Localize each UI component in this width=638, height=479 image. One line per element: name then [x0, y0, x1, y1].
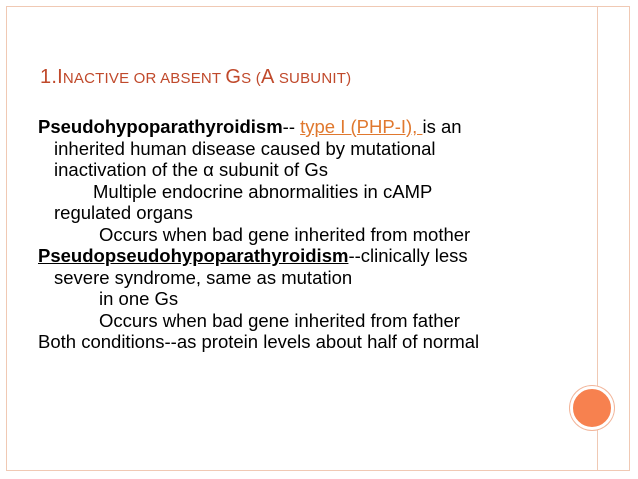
body-line: Occurs when bad gene inherited from father [99, 309, 460, 331]
body-line [38, 245, 598, 267]
body-line: regulated organs [54, 202, 193, 223]
body-line: Occurs when bad gene inherited from mother [99, 223, 471, 245]
body-line [38, 116, 598, 138]
title-part2-small: S ( [241, 70, 261, 87]
title-part1-big: I [57, 66, 63, 88]
title-part1-small: NACTIVE OR ABSENT [62, 70, 226, 87]
body-line: Both conditions--as protein levels about half of normal [38, 331, 480, 352]
body-line: inactivation of the α subunit of Gs [54, 159, 328, 180]
separator-text: -- [282, 116, 301, 137]
term-pseudohypoparathyroidism: Pseudohypoparathyroidism [38, 116, 283, 137]
body-line: in one Gs [99, 288, 179, 309]
slide-title [40, 66, 351, 89]
body-line: Multiple endocrine abnormalities in cAMP [93, 180, 433, 202]
title-number: 1. [40, 66, 58, 88]
title-part2-big: G [225, 66, 242, 88]
slide-body [38, 116, 598, 353]
type-i-link[interactable]: type I (PHP-I), [300, 116, 423, 137]
term-pseudopseudohypoparathyroidism: Pseudopseudohypoparathyroidism [38, 245, 349, 266]
body-line: severe syndrome, same as mutation [54, 266, 353, 288]
title-part3-small: SUBUNIT) [274, 70, 352, 87]
body-text: is an [422, 116, 462, 137]
decorative-circle-icon [570, 386, 614, 430]
body-line: inherited human disease caused by mutational [54, 137, 436, 159]
body-text: --clinically less [348, 245, 468, 266]
title-part3-big: A [260, 66, 275, 88]
